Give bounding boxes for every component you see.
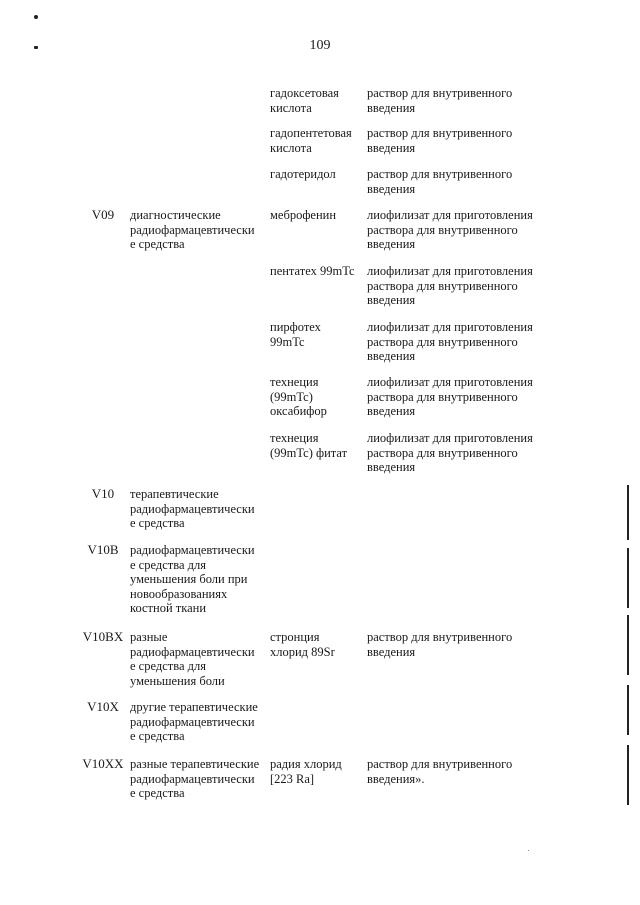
atc-code: V09 (91, 207, 115, 222)
dosage-form: раствор для внутривенного введения (367, 126, 513, 155)
drug-name: гадопентетовая кислота (270, 126, 352, 155)
atc-code: V10XX (82, 756, 124, 771)
anatomical-group: разные терапевтические радиофармацевтически е средства (130, 757, 260, 801)
drug-name: пентатех 99mTc (270, 264, 355, 278)
atc-code: V10 (91, 486, 115, 501)
atc-code: V10X (87, 699, 119, 714)
drug-name: технеция (99mTc) оксабифор (270, 375, 327, 419)
dosage-form: раствор для внутривенного введения (367, 630, 513, 659)
dosage-form: раствор для внутривенного введения (367, 167, 513, 196)
dosage-form: раствор для внутривенного введения (367, 86, 513, 115)
dosage-form: лиофилизат для приготовления раствора для внутривенного введения (367, 208, 533, 252)
dosage-form: лиофилизат для приготовления раствора для внутривенного введения (367, 375, 533, 419)
drug-name: технеция (99mTc) фитат (270, 431, 348, 460)
anatomical-group: другие терапевтические радиофармацевтически е средства (130, 700, 258, 744)
dosage-form: лиофилизат для приготовления раствора для внутривенного введения (367, 264, 533, 308)
anatomical-group: радиофармацевтически е средства для уменьшения боли при новообразованиях костной ткани (130, 543, 255, 616)
anatomical-group: диагностические радиофармацевтически е средства (130, 208, 255, 252)
dosage-form: раствор для внутривенного введения». (367, 757, 513, 786)
page-number: 109 (309, 38, 331, 53)
atc-code: V10B (87, 542, 119, 557)
drug-name: стронция хлорид 89Sr (270, 630, 335, 659)
drug-name: радия хлорид [223 Ra] (270, 757, 342, 786)
drug-name: гадотеридол (270, 167, 336, 181)
drug-name: гадоксетовая кислота (270, 86, 339, 115)
drug-name: меброфенин (270, 208, 337, 222)
dosage-form: лиофилизат для приготовления раствора для внутривенного введения (367, 320, 533, 364)
drug-name: пирфотех 99mTc (270, 320, 321, 349)
anatomical-group: терапевтические радиофармацевтически е средства (130, 487, 255, 531)
anatomical-group: разные радиофармацевтически е средства для уменьшения боли (130, 630, 255, 688)
atc-code: V10BX (82, 629, 124, 644)
dosage-form: лиофилизат для приготовления раствора для внутривенного введения (367, 431, 533, 475)
